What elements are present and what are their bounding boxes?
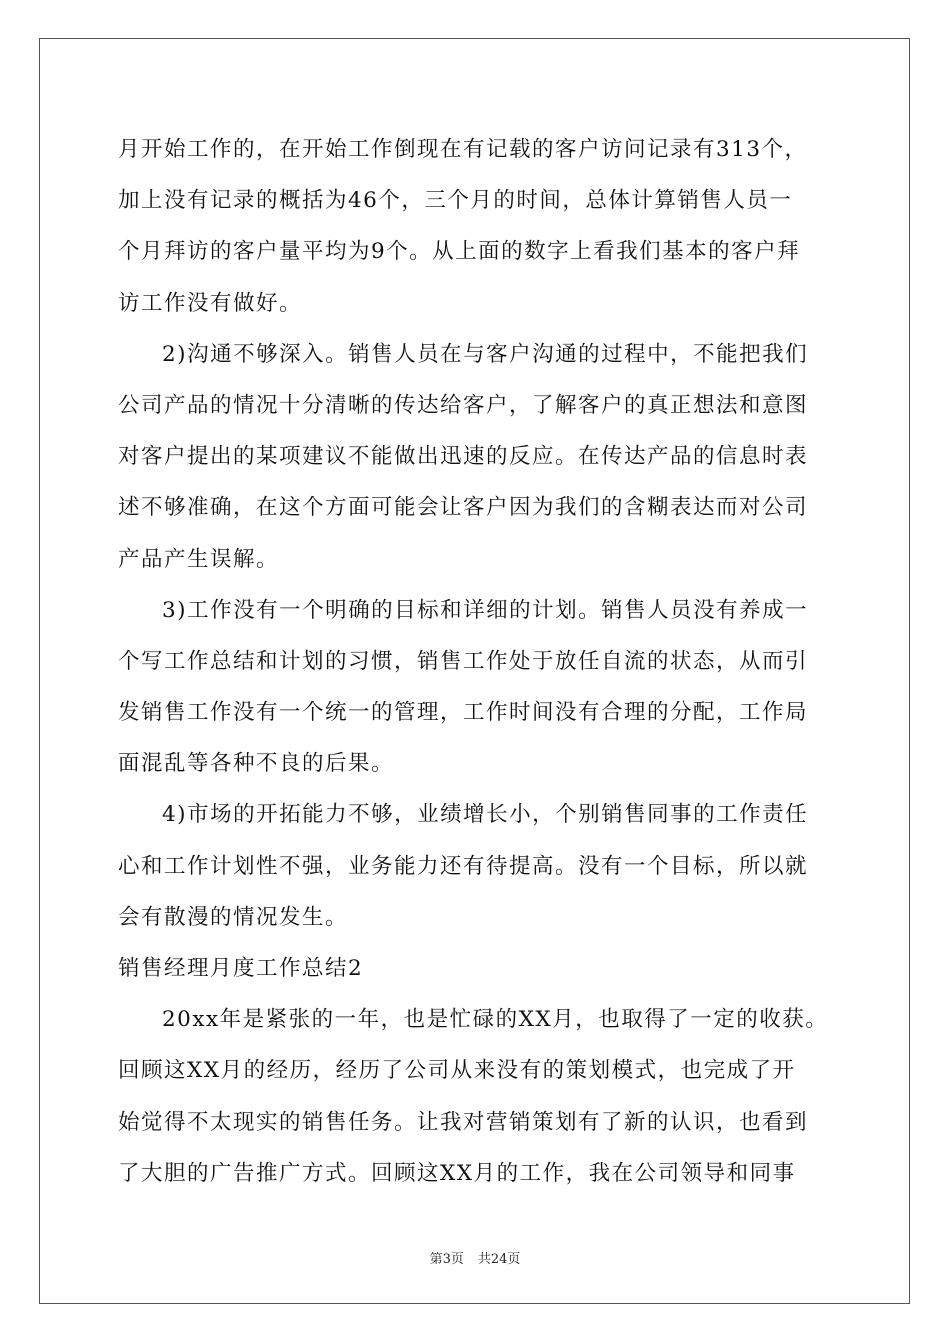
text-line: 始觉得不太现实的销售任务。让我对营销策划有了新的认识，也看到 — [118, 1109, 809, 1135]
text-line: 访工作没有做好。 — [118, 290, 303, 316]
total-pages: 共24页 — [477, 1252, 521, 1267]
text-line: 加上没有记录的概括为46个，三个月的时间，总体计算销售人员一 — [118, 188, 793, 214]
text-line: 产品产生误解。 — [118, 546, 280, 572]
page-number: 第3页 — [429, 1252, 464, 1267]
text-line: 月开始工作的，在开始工作倒现在有记载的客户访问记录有313个， — [118, 137, 808, 162]
document-body — [118, 124, 833, 1199]
text-line: 对客户提出的某项建议不能做出迅速的反应。在传达产品的信息时表 — [118, 444, 809, 470]
text-line: 了大胆的广告推广方式。回顾这XX月的工作，我在公司领导和同事 — [118, 1160, 796, 1186]
text-line: 公司产品的情况十分清晰的传达给客户，了解客户的真正想法和意图 — [118, 392, 809, 418]
text-line: 述不够准确，在这个方面可能会让客户因为我们的含糊表达而对公司 — [118, 495, 809, 521]
text-line: 面混乱等各种不良的后果。 — [118, 751, 395, 777]
section-heading: 销售经理月度工作总结2 — [118, 956, 364, 981]
page-footer — [0, 1248, 950, 1267]
text-line: 回顾这XX月的经历，经历了公司从来没有的策划模式，也完成了开 — [118, 1058, 796, 1084]
text-line: 个写工作总结和计划的习惯，销售工作处于放任自流的状态，从而引 — [118, 648, 809, 674]
text-line: 发销售工作没有一个统一的管理，工作时间没有合理的分配，工作局 — [118, 700, 809, 726]
text-line: 4)市场的开拓能力不够，业绩增长小，个别销售同事的工作责任 — [162, 802, 809, 828]
text-line: 2)沟通不够深入。销售人员在与客户沟通的过程中，不能把我们 — [162, 341, 809, 367]
text-line: 3)工作没有一个明确的目标和详细的计划。销售人员没有养成一 — [162, 597, 809, 623]
text-line: 会有散漫的情况发生。 — [118, 904, 349, 930]
text-line: 20xx年是紧张的一年，也是忙碌的XX月，也取得了一定的收获。 — [162, 1007, 829, 1033]
text-line: 心和工作计划性不强，业务能力还有待提高。没有一个目标，所以就 — [118, 853, 809, 879]
text-line: 个月拜访的客户量平均为9个。从上面的数字上看我们基本的客户拜 — [118, 239, 801, 265]
